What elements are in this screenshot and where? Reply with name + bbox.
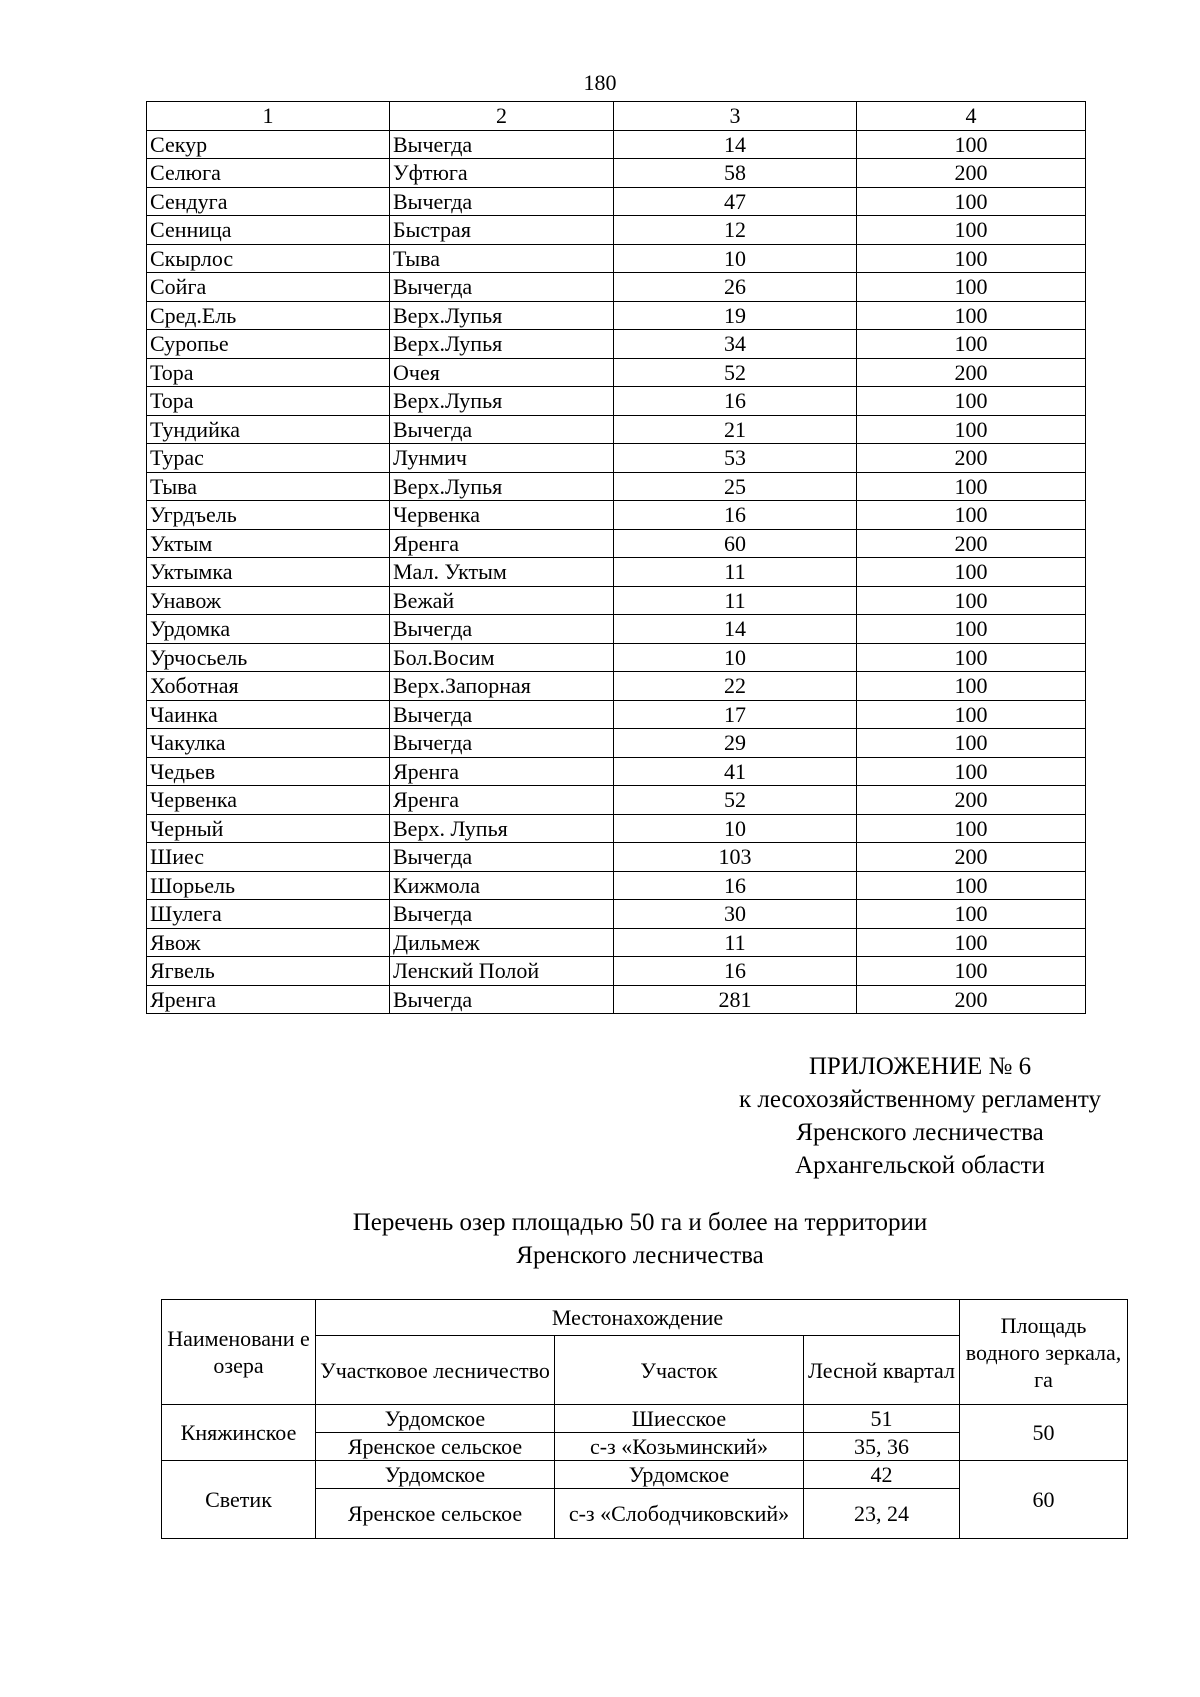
quarter-cell: 23, 24 <box>804 1489 960 1539</box>
river-name-cell: Чаинка <box>147 700 390 729</box>
quarter-cell: 42 <box>804 1461 960 1489</box>
river-name-cell: Селюга <box>147 159 390 188</box>
column-header: 4 <box>857 102 1086 131</box>
zone-width-cell: 100 <box>857 244 1086 273</box>
length-cell: 14 <box>614 615 857 644</box>
tributary-of-cell: Верх. Лупья <box>390 814 614 843</box>
table-row <box>147 187 1086 216</box>
table-row <box>147 615 1086 644</box>
zone-width-cell: 100 <box>857 273 1086 302</box>
rivers-header-row <box>147 102 1086 131</box>
tributary-of-cell: Вычегда <box>390 700 614 729</box>
appendix-line: к лесохозяйственному регламенту <box>738 1086 1102 1113</box>
tributary-of-cell: Уфтюга <box>390 159 614 188</box>
table-row <box>147 358 1086 387</box>
river-name-cell: Явож <box>147 928 390 957</box>
table-row <box>147 301 1086 330</box>
tributary-of-cell: Лунмич <box>390 444 614 473</box>
table-row <box>147 928 1086 957</box>
tributary-of-cell: Вычегда <box>390 615 614 644</box>
tributary-of-cell: Тыва <box>390 244 614 273</box>
water-area-cell: 50 <box>960 1405 1128 1461</box>
length-cell: 14 <box>614 130 857 159</box>
forestry-cell: Яренское сельское <box>316 1489 555 1539</box>
length-cell: 53 <box>614 444 857 473</box>
column-header: 2 <box>390 102 614 131</box>
zone-width-cell: 100 <box>857 301 1086 330</box>
length-cell: 47 <box>614 187 857 216</box>
zone-width-cell: 200 <box>857 358 1086 387</box>
zone-width-cell: 200 <box>857 843 1086 872</box>
length-cell: 16 <box>614 501 857 530</box>
page-number: 180 <box>583 70 617 95</box>
tributary-of-cell: Бол.Восим <box>390 643 614 672</box>
length-cell: 30 <box>614 900 857 929</box>
tributary-of-cell: Ленский Полой <box>390 957 614 986</box>
river-name-cell: Сендуга <box>147 187 390 216</box>
zone-width-cell: 100 <box>857 415 1086 444</box>
table-row <box>147 415 1086 444</box>
length-cell: 16 <box>614 871 857 900</box>
table-row <box>147 387 1086 416</box>
section-cell: с-з «Слободчиковский» <box>555 1489 804 1539</box>
zone-width-cell: 100 <box>857 615 1086 644</box>
tributary-of-cell: Верх.Лупья <box>390 301 614 330</box>
tributary-of-cell: Быстрая <box>390 216 614 245</box>
zone-width-cell: 100 <box>857 928 1086 957</box>
length-cell: 34 <box>614 330 857 359</box>
lake-name-cell: Княжинское <box>162 1405 316 1461</box>
table-row <box>147 330 1086 359</box>
header-quarter: Лесной квартал <box>804 1336 960 1405</box>
table-row <box>147 871 1086 900</box>
section-cell: Шиесское <box>555 1405 804 1433</box>
length-cell: 11 <box>614 928 857 957</box>
table-row <box>147 900 1086 929</box>
appendix-heading <box>640 1050 1200 1182</box>
zone-width-cell: 100 <box>857 558 1086 587</box>
river-name-cell: Угрдъель <box>147 501 390 530</box>
river-name-cell: Черный <box>147 814 390 843</box>
table-row <box>147 757 1086 786</box>
river-name-cell: Суропье <box>147 330 390 359</box>
table-row <box>147 672 1086 701</box>
tributary-of-cell: Вычегда <box>390 985 614 1014</box>
zone-width-cell: 100 <box>857 586 1086 615</box>
lakes-header-row <box>162 1300 1128 1336</box>
table-row <box>147 729 1086 758</box>
table-row <box>147 529 1086 558</box>
river-name-cell: Ягвель <box>147 957 390 986</box>
river-name-cell: Скырлос <box>147 244 390 273</box>
zone-width-cell: 100 <box>857 130 1086 159</box>
table-row <box>147 586 1086 615</box>
zone-width-cell: 100 <box>857 643 1086 672</box>
length-cell: 11 <box>614 586 857 615</box>
river-name-cell: Тора <box>147 358 390 387</box>
river-name-cell: Сред.Ель <box>147 301 390 330</box>
zone-width-cell: 200 <box>857 159 1086 188</box>
length-cell: 16 <box>614 957 857 986</box>
quarter-cell: 35, 36 <box>804 1433 960 1461</box>
length-cell: 281 <box>614 985 857 1014</box>
river-name-cell: Шулега <box>147 900 390 929</box>
tributary-of-cell: Вычегда <box>390 130 614 159</box>
river-name-cell: Тыва <box>147 472 390 501</box>
length-cell: 52 <box>614 358 857 387</box>
river-name-cell: Шиес <box>147 843 390 872</box>
river-name-cell: Уктым <box>147 529 390 558</box>
table-row <box>147 643 1086 672</box>
section-cell: Урдомское <box>555 1461 804 1489</box>
table-row <box>147 444 1086 473</box>
forestry-cell: Яренское сельское <box>316 1433 555 1461</box>
table-row <box>147 843 1086 872</box>
rivers-table <box>146 101 1086 1014</box>
zone-width-cell: 100 <box>857 871 1086 900</box>
zone-width-cell: 200 <box>857 985 1086 1014</box>
tributary-of-cell: Яренга <box>390 786 614 815</box>
header-water-area: Площадь водного зеркала, га <box>960 1300 1128 1405</box>
length-cell: 58 <box>614 159 857 188</box>
header-forestry: Участковое лесничество <box>316 1336 555 1405</box>
river-name-cell: Турас <box>147 444 390 473</box>
river-name-cell: Тундийка <box>147 415 390 444</box>
tributary-of-cell: Червенка <box>390 501 614 530</box>
length-cell: 26 <box>614 273 857 302</box>
table-row <box>147 957 1086 986</box>
length-cell: 10 <box>614 244 857 273</box>
zone-width-cell: 100 <box>857 900 1086 929</box>
zone-width-cell: 100 <box>857 957 1086 986</box>
length-cell: 25 <box>614 472 857 501</box>
zone-width-cell: 100 <box>857 387 1086 416</box>
section-cell: с-з «Козьминский» <box>555 1433 804 1461</box>
tributary-of-cell: Кижмола <box>390 871 614 900</box>
table-row <box>147 159 1086 188</box>
table-row <box>147 814 1086 843</box>
tributary-of-cell: Мал. Уктым <box>390 558 614 587</box>
forestry-cell: Урдомское <box>316 1405 555 1433</box>
length-cell: 12 <box>614 216 857 245</box>
length-cell: 52 <box>614 786 857 815</box>
water-area-cell: 60 <box>960 1461 1128 1539</box>
appendix-title: ПРИЛОЖЕНИЕ № 6 <box>808 1053 1032 1080</box>
river-name-cell: Чакулка <box>147 729 390 758</box>
zone-width-cell: 200 <box>857 444 1086 473</box>
table-row <box>162 1405 1128 1433</box>
list-title-line: Перечень озер площадью 50 га и более на территории <box>352 1209 928 1236</box>
zone-width-cell: 100 <box>857 814 1086 843</box>
quarter-cell: 51 <box>804 1405 960 1433</box>
tributary-of-cell: Вычегда <box>390 900 614 929</box>
river-name-cell: Сенница <box>147 216 390 245</box>
appendix-line: Яренского лесничества <box>796 1119 1044 1146</box>
length-cell: 19 <box>614 301 857 330</box>
length-cell: 10 <box>614 643 857 672</box>
river-name-cell: Хоботная <box>147 672 390 701</box>
zone-width-cell: 100 <box>857 672 1086 701</box>
river-name-cell: Чедьев <box>147 757 390 786</box>
length-cell: 11 <box>614 558 857 587</box>
zone-width-cell: 100 <box>857 757 1086 786</box>
tributary-of-cell: Дильмеж <box>390 928 614 957</box>
river-name-cell: Яренга <box>147 985 390 1014</box>
table-row <box>147 273 1086 302</box>
zone-width-cell: 200 <box>857 529 1086 558</box>
header-section: Участок <box>555 1336 804 1405</box>
length-cell: 41 <box>614 757 857 786</box>
length-cell: 10 <box>614 814 857 843</box>
table-row <box>147 472 1086 501</box>
tributary-of-cell: Вычегда <box>390 273 614 302</box>
tributary-of-cell: Верх.Лупья <box>390 330 614 359</box>
zone-width-cell: 100 <box>857 330 1086 359</box>
lakes-table <box>161 1299 1128 1539</box>
zone-width-cell: 100 <box>857 700 1086 729</box>
table-row <box>147 700 1086 729</box>
length-cell: 29 <box>614 729 857 758</box>
river-name-cell: Секур <box>147 130 390 159</box>
table-row <box>147 786 1086 815</box>
header-lake-name: Наименовани е озера <box>162 1300 316 1405</box>
column-header: 1 <box>147 102 390 131</box>
table-row <box>162 1461 1128 1489</box>
tributary-of-cell: Яренга <box>390 757 614 786</box>
tributary-of-cell: Верх.Запорная <box>390 672 614 701</box>
lakes-list-title <box>240 1206 1040 1272</box>
river-name-cell: Унавож <box>147 586 390 615</box>
length-cell: 21 <box>614 415 857 444</box>
length-cell: 16 <box>614 387 857 416</box>
zone-width-cell: 100 <box>857 187 1086 216</box>
lake-name-cell: Светик <box>162 1461 316 1539</box>
river-name-cell: Уктымка <box>147 558 390 587</box>
tributary-of-cell: Верх.Лупья <box>390 472 614 501</box>
table-row <box>147 558 1086 587</box>
table-row <box>147 501 1086 530</box>
tributary-of-cell: Вычегда <box>390 729 614 758</box>
tributary-of-cell: Очея <box>390 358 614 387</box>
river-name-cell: Урчосьель <box>147 643 390 672</box>
river-name-cell: Червенка <box>147 786 390 815</box>
forestry-cell: Урдомское <box>316 1461 555 1489</box>
tributary-of-cell: Яренга <box>390 529 614 558</box>
tributary-of-cell: Вежай <box>390 586 614 615</box>
length-cell: 60 <box>614 529 857 558</box>
table-row <box>147 985 1086 1014</box>
header-location: Местонахождение <box>316 1300 960 1336</box>
zone-width-cell: 100 <box>857 729 1086 758</box>
zone-width-cell: 100 <box>857 216 1086 245</box>
river-name-cell: Тора <box>147 387 390 416</box>
tributary-of-cell: Вычегда <box>390 187 614 216</box>
zone-width-cell: 200 <box>857 786 1086 815</box>
zone-width-cell: 100 <box>857 472 1086 501</box>
river-name-cell: Шорьель <box>147 871 390 900</box>
river-name-cell: Сойга <box>147 273 390 302</box>
tributary-of-cell: Верх.Лупья <box>390 387 614 416</box>
length-cell: 103 <box>614 843 857 872</box>
table-row <box>147 130 1086 159</box>
tributary-of-cell: Вычегда <box>390 843 614 872</box>
column-header: 3 <box>614 102 857 131</box>
table-row <box>147 244 1086 273</box>
list-title-line: Яренского лесничества <box>516 1242 764 1269</box>
length-cell: 22 <box>614 672 857 701</box>
tributary-of-cell: Вычегда <box>390 415 614 444</box>
zone-width-cell: 100 <box>857 501 1086 530</box>
length-cell: 17 <box>614 700 857 729</box>
appendix-line: Архангельской области <box>795 1152 1045 1179</box>
river-name-cell: Урдомка <box>147 615 390 644</box>
table-row <box>147 216 1086 245</box>
